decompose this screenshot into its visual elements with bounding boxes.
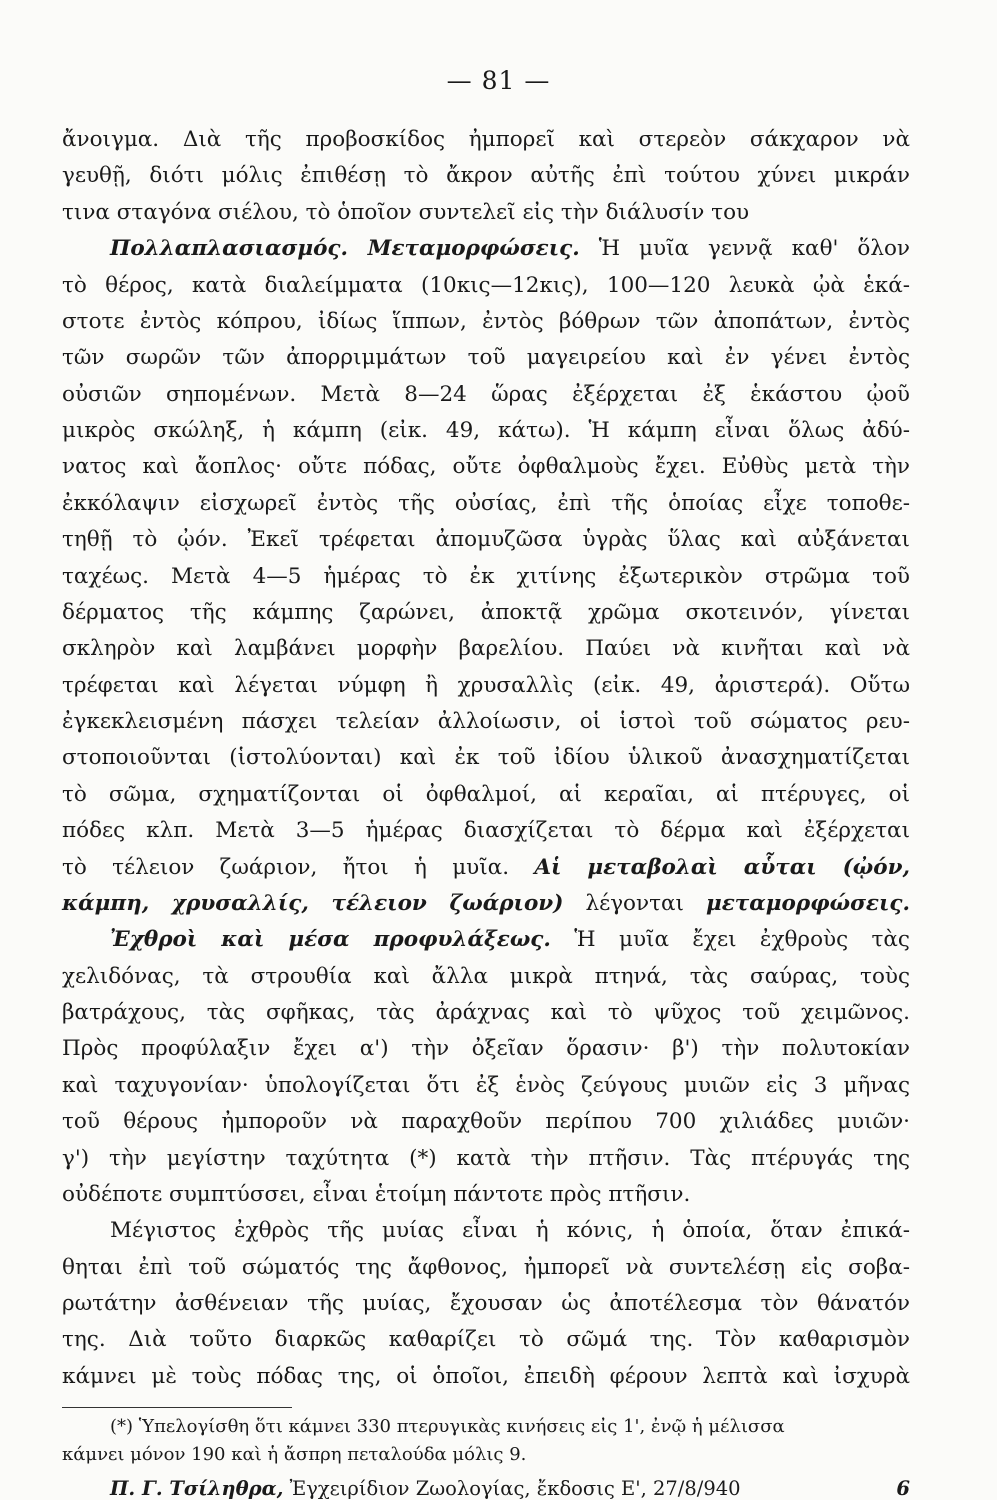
section-heading: Πολλαπλασιασμός. Μεταμορφώσεις. [110,236,580,262]
footer-author: Π. Γ. Τσίληθρα, [110,1477,284,1500]
section-heading-line [62,231,910,267]
text-line: οὐδέποτε συμπτύσσει, εἶναι ἑτοίμη πάντοτε πρὸς πτῆσιν. [62,1181,691,1207]
text-line: σκληρὸν καὶ λαμβάνει μορφὴν βαρελίου. Παύει νὰ κινῆται καὶ νὰ [62,636,910,662]
text-line: στοτε ἐντὸς κόπρου, ἰδίως ἵππων, ἐντὸς βόθρων τῶν ἀποπάτων, ἐντὸς [62,308,910,334]
text-line: τὸ σῶμα, σχηματίζονται οἱ ὀφθαλμοί, αἱ κεραῖαι, αἱ πτέρυγες, οἱ [62,781,910,807]
text-line [62,850,910,886]
page-body [62,122,910,1395]
footer-citation [110,1477,741,1500]
text-line: κάμνει μὲ τοὺς πόδας της, οἱ ὁποῖοι, ἐπειδὴ φέρουν λεπτὰ καὶ ἰσχυρὰ [62,1363,910,1389]
text-span: Ἡ μυῖα ἔχει ἐχθροὺς τὰς [574,927,910,953]
text-line: δέρματος τῆς κάμπης ζαρώνει, ἀποκτᾷ χρῶμα σκοτεινόν, γίνεται [62,599,910,625]
text-line: πόδες κλπ. Μετὰ 3—5 ἡμέρας διασχίζεται τὸ δέρμα καὶ ἐξέρχεται [62,818,910,844]
text-line: οὐσιῶν σηπομένων. Μετὰ 8—24 ὥρας ἐξέρχεται ἐξ ἑκάστου ᾠοῦ [62,381,910,407]
section-heading-line [62,922,910,958]
text-line: καὶ ταχυγονίαν· ὑπολογίζεται ὅτι ἐξ ἑνὸς ζεύγους μυιῶν εἰς 3 μῆνας [62,1072,910,1098]
page-footer [110,1477,910,1500]
text-line: γ') τὴν μεγίστην ταχύτητα (*) κατὰ τὴν πτῆσιν. Τὰς πτέρυγάς της [62,1145,910,1171]
text-line: ἐκκόλαψιν εἰσχωρεῖ ἐντὸς τῆς οὐσίας, ἐπὶ τῆς ὁποίας εἶχε τοποθε- [62,490,910,516]
text-line: θηται ἐπὶ τοῦ σώματός της ἄφθονος, ἠμπορεῖ νὰ συντελέσῃ εἰς σοβα- [62,1254,910,1280]
emphasis-text: κάμπη, χρυσαλλίς, τέλειον ζωάριον) [62,890,564,916]
text-line: νατος καὶ ἄοπλος· οὔτε πόδας, οὔτε ὀφθαλμοὺς ἔχει. Εὐθὺς μετὰ τὴν [62,454,910,480]
text-line: τῶν σωρῶν τῶν ἀπορριμμάτων τοῦ μαγειρείου καὶ ἐν γένει ἐντὸς [62,345,910,371]
text-line: Πρὸς προφύλαξιν ἔχει α') τὴν ὀξεῖαν ὅρασιν· β') τὴν πολυτοκίαν [62,1036,910,1062]
text-line: γευθῇ, διότι μόλις ἐπιθέσῃ τὸ ἄκρον αὐτῆς ἐπὶ τούτου χύνει μικράν [62,163,910,189]
text-span: λέγονται [585,890,684,916]
text-line: ρωτάτην ἀσθένειαν τῆς μυίας, ἔχουσαν ὡς ἀποτέλεσμα τὸν θάνατόν [62,1291,910,1316]
text-line: τηθῇ τὸ ᾠόν. Ἐκεῖ τρέφεται ἀπομυζῶσα ὑγρὰς ὕλας καὶ αὐξάνεται [62,527,910,553]
text-line: τὸ θέρος, κατὰ διαλείμματα (10κις—12κις), 100—120 λευκὰ ᾠὰ ἑκά- [62,272,910,298]
footnote-divider [62,1407,292,1408]
text-line: τινα σταγόνα σιέλου, τὸ ὁποῖον συντελεῖ εἰς τὴν διάλυσίν του [62,199,750,225]
text-line: ταχέως. Μετὰ 4—5 ἡμέρας τὸ ἐκ χιτίνης ἐξωτερικὸν στρῶμα τοῦ [62,563,910,589]
text-line: στοποιοῦνται (ἱστολύονται) καὶ ἐκ τοῦ ἰδίου ὑλικοῦ ἀνασχηματίζεται [62,745,910,771]
text-line: χελιδόνας, τὰ στρουθία καὶ ἄλλα μικρὰ πτηνά, τὰς σαύρας, τοὺς [62,963,910,989]
footer-book-title: Ἐγχειρίδιον Ζωολογίας, ἔκδοσις Ε', 27/8/940 [289,1477,741,1500]
text-line: ἐγκεκλεισμένη πάσχει τελείαν ἀλλοίωσιν, οἱ ἱστοὶ τοῦ σώματος ρευ- [62,709,910,734]
text-span: τὸ τέλειον ζωάριον, ἤτοι ἡ μυῖα. [62,854,510,880]
text-line [62,886,910,922]
text-line: Μέγιστος ἐχθρὸς τῆς μυίας εἶναι ἡ κόνις, ἡ ὁποία, ὅταν ἐπικά- [110,1218,910,1244]
text-line: μικρὸς σκώληξ, ἡ κάμπη (εἰκ. 49, κάτω). Ἡ κάμπη εἶναι ὅλως ἀδύ- [62,418,910,443]
footnote-line: κάμνει μόνον 190 καὶ ἡ ἄσπρη πεταλούδα μόλις 9. [62,1444,527,1465]
page-number: — 81 — [446,66,551,95]
text-line: ἄνοιγμα. Διὰ τῆς προβοσκίδος ἠμπορεῖ καὶ στερεὸν σάκχαρον νὰ [62,127,910,152]
footnote [62,1413,910,1469]
footnote-line: (*) Ὑπελογίσθη ὅτι κάμνει 330 πτερυγικὰς κινήσεις εἰς 1', ἐνῷ ἡ μέλισσα [110,1416,785,1437]
text-line: τρέφεται καὶ λέγεται νύμφη ἢ χρυσαλλὶς (εἰκ. 49, ἀριστερά). Οὕτω [62,672,910,698]
text-line: βατράχους, τὰς σφῆκας, τὰς ἀράχνας καὶ τὸ ψῦχος τοῦ χειμῶνος. [62,1000,910,1025]
emphasis-text: Αἱ μεταβολαὶ αὗται (ᾠόν, [534,854,910,880]
text-span: Ἡ μυῖα γεννᾷ καθ' ὅλον [598,236,910,262]
section-heading: Ἐχθροὶ καὶ μέσα προφυλάξεως. [110,927,551,953]
text-line: της. Διὰ τοῦτο διαρκῶς καθαρίζει τὸ σῶμά της. Τὸν καθαρισμὸν [62,1327,910,1353]
text-line: τοῦ θέρους ἠμποροῦν νὰ παραχθοῦν περίπου 700 χιλιάδες μυιῶν· [62,1109,910,1135]
signature-mark: 6 [896,1477,910,1500]
emphasis-text: μεταμορφώσεις. [705,890,910,916]
